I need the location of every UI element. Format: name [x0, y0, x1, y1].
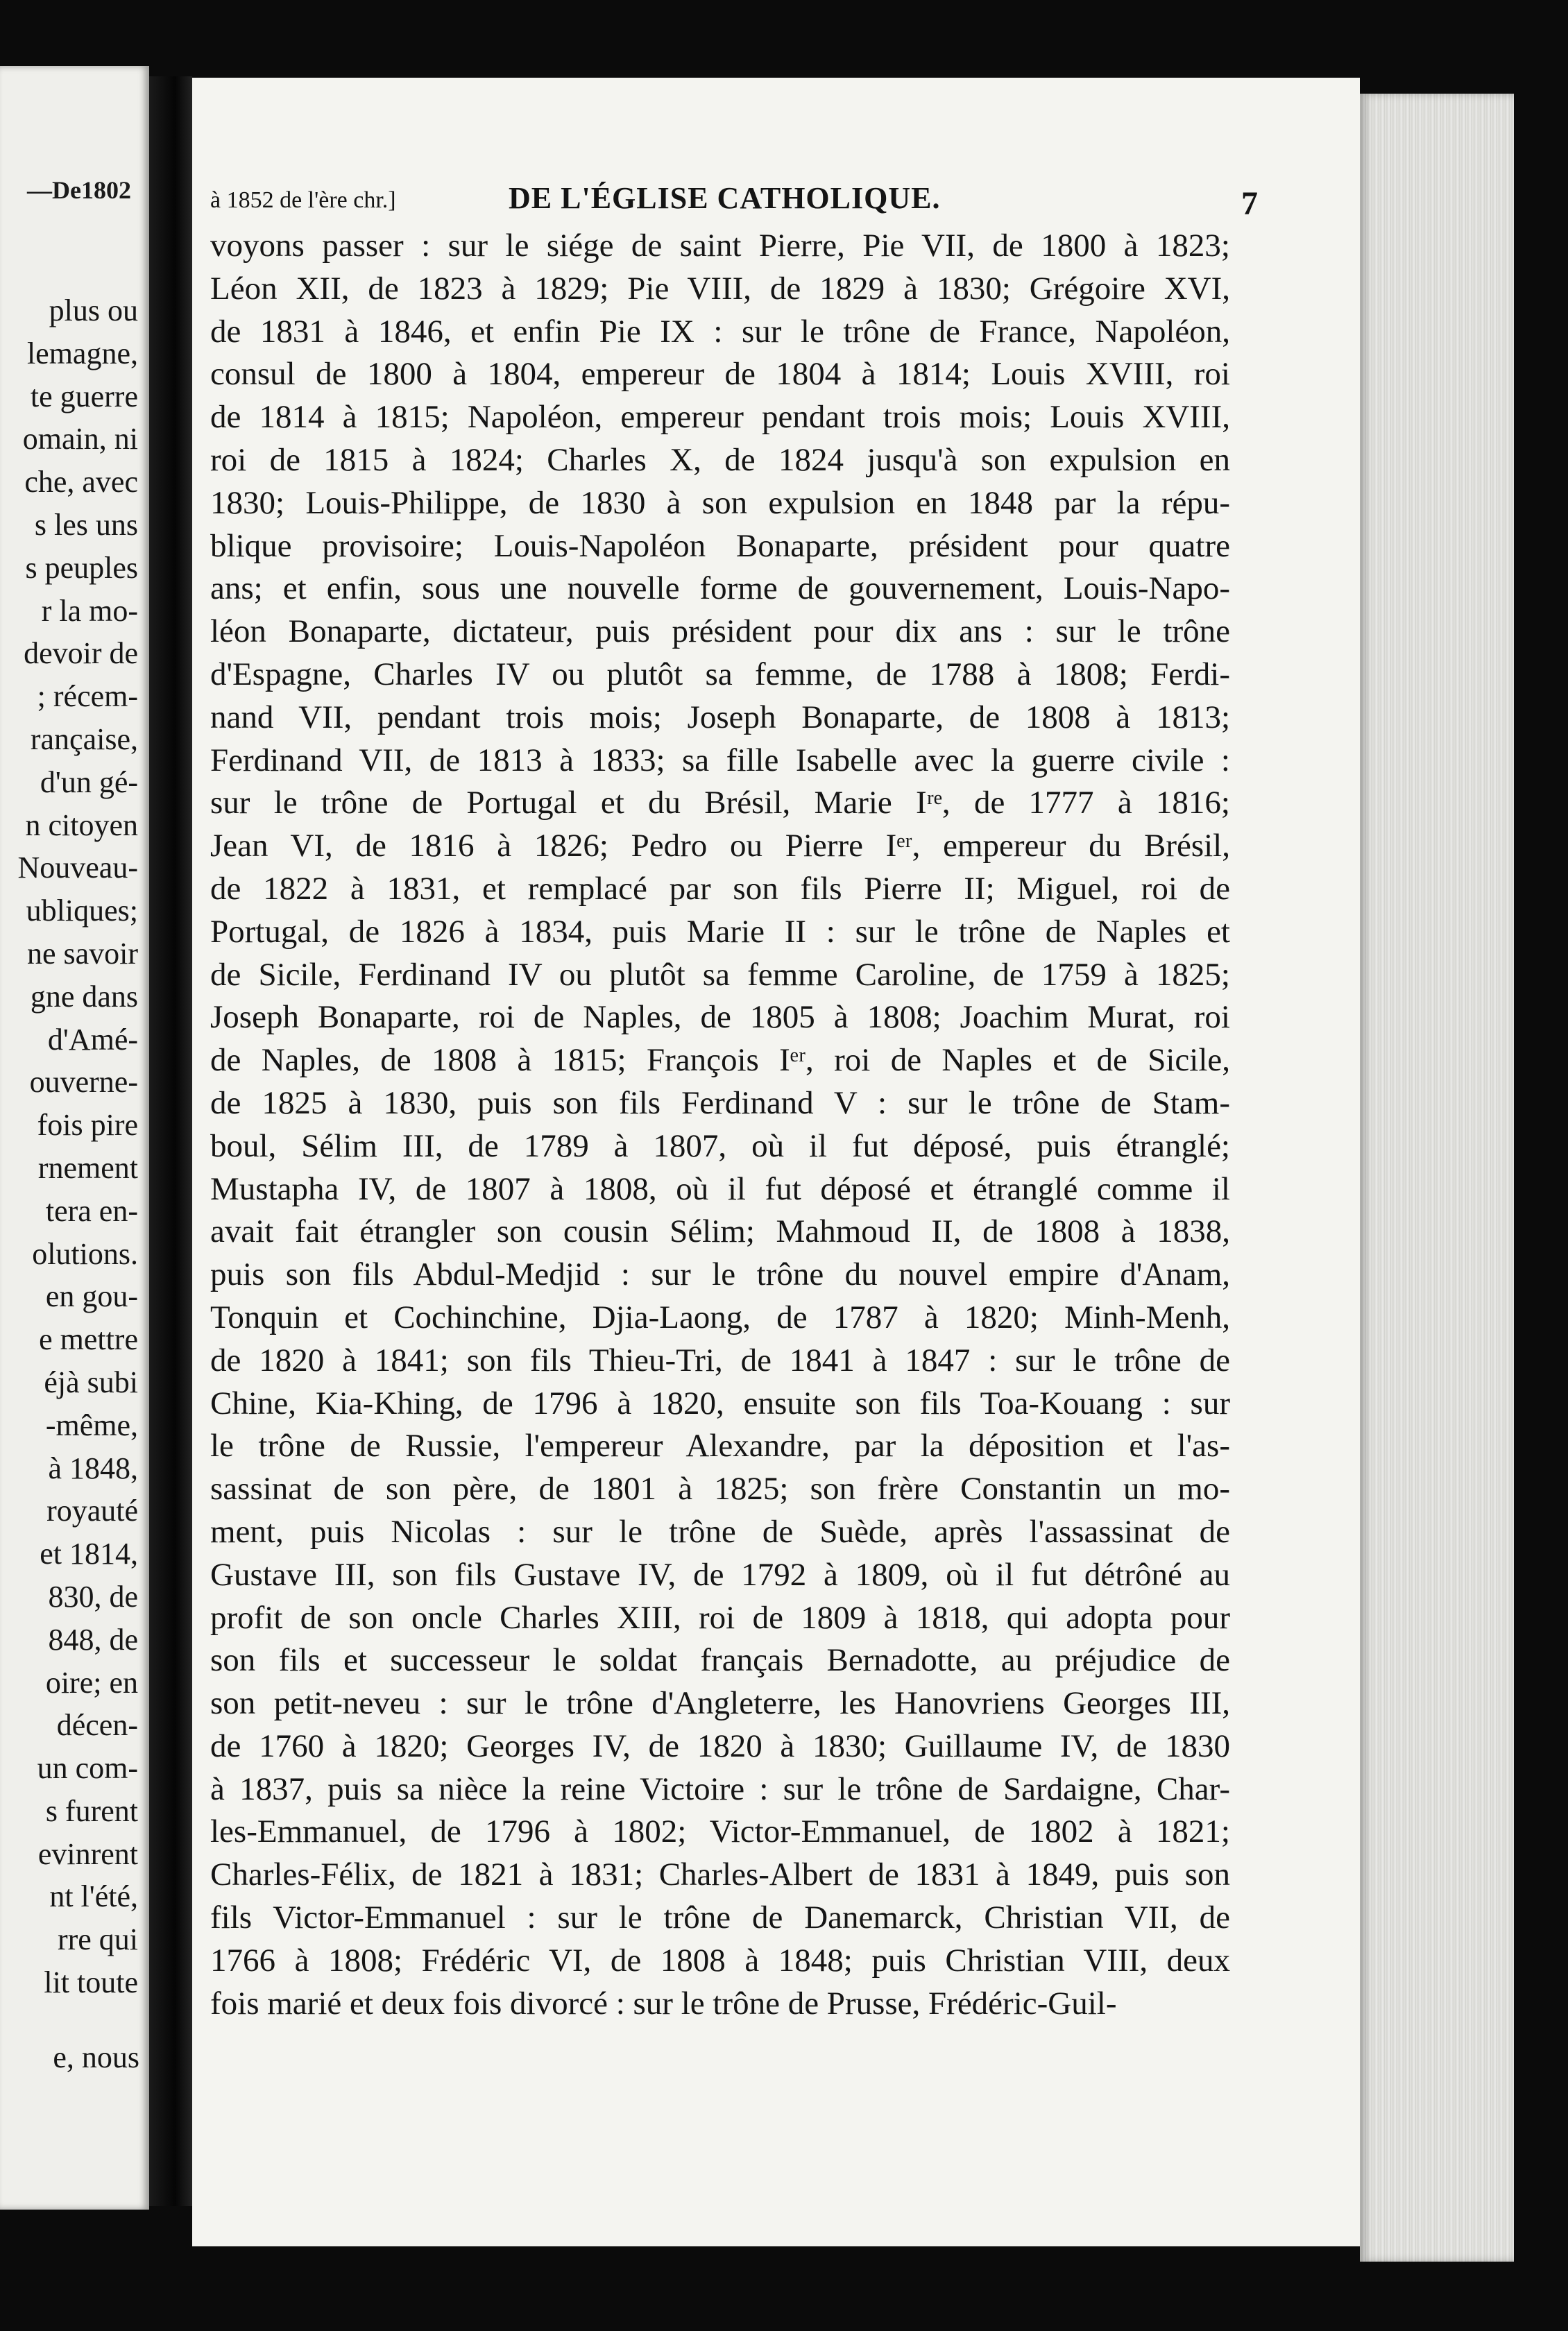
previous-page-line: rançaise,	[30, 722, 138, 756]
previous-page-line: che, avec	[24, 465, 138, 500]
text-line: à 1837, puis sa nièce la reine Victoire : sur le trône de Sardaigne, Char-	[210, 1770, 1230, 1807]
text-line: de Naples, de 1808 à 1815; François Iᵉʳ, roi de Naples et de Sicile,	[210, 1042, 1230, 1079]
previous-page-line: r la mo-	[41, 593, 138, 628]
book-page	[192, 78, 1360, 2246]
running-header	[210, 175, 1258, 223]
text-line: ment, puis Nicolas : sur le trône de Suède, après l'assassinat de	[210, 1513, 1230, 1550]
text-line: Léon XII, de 1823 à 1829; Pie VIII, de 1829 à 1830; Grégoire XVI,	[210, 270, 1230, 307]
text-line: Gustave III, son fils Gustave IV, de 1792 à 1809, où il fut détrôné au	[210, 1556, 1230, 1593]
text-line: 1830; Louis-Philippe, de 1830 à son expulsion en 1848 par la répu-	[210, 484, 1230, 521]
text-line: Chine, Kia-Khing, de 1796 à 1820, ensuite son fils Toa-Kouang : sur	[210, 1385, 1230, 1421]
text-line: de 1831 à 1846, et enfin Pie IX : sur le trône de France, Napoléon,	[210, 313, 1230, 350]
previous-page-line: royauté	[46, 1494, 138, 1528]
previous-page-line: à 1848,	[48, 1451, 138, 1485]
text-line: de 1825 à 1830, puis son fils Ferdinand V : sur le trône de Stam-	[210, 1084, 1230, 1121]
book-gutter	[149, 76, 192, 2206]
text-line: le trône de Russie, l'empereur Alexandre, par la déposition et l'as-	[210, 1428, 1230, 1465]
text-line: fils Victor-Emmanuel : sur le trône de Danemarck, Christian VII, de	[210, 1899, 1230, 1936]
text-line: avait fait étrangler son cousin Sélim; Mahmoud II, de 1808 à 1838,	[210, 1213, 1230, 1250]
text-line: ans; et enfin, sous une nouvelle forme de gouvernement, Louis-Napo-	[210, 570, 1230, 607]
text-line: Mustapha IV, de 1807 à 1808, où il fut déposé et étranglé comme il	[210, 1170, 1230, 1207]
text-line: Charles-Félix, de 1821 à 1831; Charles-Albert de 1831 à 1849, puis son	[210, 1856, 1230, 1893]
previous-page-line: te guerre	[30, 379, 138, 413]
previous-page-line: lemagne,	[26, 336, 138, 370]
previous-page-line: décen-	[56, 1708, 138, 1743]
previous-page-header: —De1802	[27, 176, 131, 204]
body-text	[210, 225, 1230, 2025]
previous-page-line: tera en-	[45, 1193, 138, 1228]
text-line: puis son fils Abdul-Medjid : sur le trône du nouvel empire d'Anam,	[210, 1256, 1230, 1293]
previous-page-line: s furent	[45, 1793, 138, 1828]
previous-page-text	[18, 289, 139, 2004]
previous-page-line: e mettre	[39, 1322, 138, 1357]
previous-page-line: 848, de	[48, 1622, 138, 1657]
previous-page-line: olutions.	[32, 1236, 138, 1271]
text-line: nand VII, pendant trois mois; Joseph Bonaparte, de 1808 à 1813;	[210, 699, 1230, 735]
previous-page-line: oire; en	[45, 1665, 138, 1700]
text-line: consul de 1800 à 1804, empereur de 1804 à 1814; Louis XVIII, roi	[210, 356, 1230, 393]
text-line: de Sicile, Ferdinand IV ou plutôt sa femme Caroline, de 1759 à 1825;	[210, 956, 1230, 993]
text-line: blique provisoire; Louis-Napoléon Bonaparte, président pour quatre	[210, 527, 1230, 564]
text-line: les-Emmanuel, de 1796 à 1802; Victor-Emmanuel, de 1802 à 1821;	[210, 1813, 1230, 1850]
running-date: à 1852 de l'ère chr.]	[210, 187, 396, 213]
text-line: son petit-neveu : sur le trône d'Angleterre, les Hanovriens Georges III,	[210, 1685, 1230, 1722]
text-line: roi de 1815 à 1824; Charles X, de 1824 jusqu'à son expulsion en	[210, 441, 1230, 478]
text-line: voyons passer : sur le siége de saint Pierre, Pie VII, de 1800 à 1823;	[210, 228, 1230, 264]
previous-page-line: 830, de	[48, 1579, 138, 1614]
previous-page-line: nt l'été,	[49, 1879, 138, 1914]
text-line: de 1814 à 1815; Napoléon, empereur pendant trois mois; Louis XVIII,	[210, 399, 1230, 436]
text-line: Joseph Bonaparte, roi de Naples, de 1805 à 1808; Joachim Murat, roi	[210, 999, 1230, 1036]
previous-page-line: éjà subi	[44, 1365, 138, 1399]
text-line: léon Bonaparte, dictateur, puis président pour dix ans : sur le trône	[210, 613, 1230, 650]
previous-page-fragment	[0, 66, 149, 2210]
text-line: son fils et successeur le soldat français Bernadotte, au préjudice de	[210, 1642, 1230, 1679]
text-line: de 1820 à 1841; son fils Thieu-Tri, de 1841 à 1847 : sur le trône de	[210, 1342, 1230, 1378]
previous-page-line: s les uns	[34, 507, 138, 542]
text-line: Tonquin et Cochinchine, Djia-Laong, de 1787 à 1820; Minh-Menh,	[210, 1299, 1230, 1335]
text-line: profit de son oncle Charles XIII, roi de 1809 à 1818, qui adopta pour	[210, 1599, 1230, 1636]
previous-page-line: ouverne-	[29, 1065, 138, 1100]
text-line: Jean VI, de 1816 à 1826; Pedro ou Pierre Iᵉʳ, empereur du Brésil,	[210, 828, 1230, 864]
page-number: 7	[1241, 185, 1258, 222]
previous-page-line: lit toute	[44, 1965, 138, 2000]
previous-page-line: un com-	[37, 1751, 138, 1786]
previous-page-line: ; récem-	[37, 679, 138, 714]
previous-page-line: s peuples	[25, 550, 138, 585]
previous-page-line: -même,	[45, 1408, 138, 1442]
previous-page-line: ubliques;	[26, 894, 138, 928]
previous-page-last-line: e, nous	[53, 2040, 139, 2074]
text-line: de 1822 à 1831, et remplacé par son fils Pierre II; Miguel, roi de	[210, 870, 1230, 907]
previous-page-line: ne savoir	[26, 936, 138, 971]
running-title: DE L'ÉGLISE CATHOLIQUE.	[509, 181, 941, 215]
previous-page-line: Nouveau-	[17, 851, 138, 885]
text-line: Portugal, de 1826 à 1834, puis Marie II : sur le trône de Naples et	[210, 913, 1230, 950]
previous-page-line: n citoyen	[25, 808, 138, 842]
previous-page-line: plus ou	[49, 293, 138, 327]
previous-page-line: evinrent	[37, 1836, 138, 1871]
text-line: Ferdinand VII, de 1813 à 1833; sa fille Isabelle avec la guerre civile :	[210, 742, 1230, 778]
previous-page-line: et 1814,	[40, 1537, 138, 1571]
text-line: boul, Sélim III, de 1789 à 1807, où il fut déposé, puis étranglé;	[210, 1127, 1230, 1164]
text-line: de 1760 à 1820; Georges IV, de 1820 à 1830; Guillaume IV, de 1830	[210, 1727, 1230, 1764]
previous-page-line: d'Amé-	[47, 1022, 138, 1057]
previous-page-line: omain, ni	[22, 422, 138, 456]
previous-page-line: rnement	[37, 1150, 138, 1185]
previous-page-line: devoir de	[24, 636, 138, 671]
previous-page-line: rre qui	[57, 1922, 138, 1957]
previous-page-line: d'un gé-	[40, 765, 138, 799]
page-edges	[1360, 94, 1514, 2262]
previous-page-line: gne dans	[30, 979, 138, 1014]
text-line: fois marié et deux fois divorcé : sur le trône de Prusse, Frédéric-Guil-	[210, 1985, 1117, 2022]
text-line: d'Espagne, Charles IV ou plutôt sa femme, de 1788 à 1808; Ferdi-	[210, 656, 1230, 692]
previous-page-line: fois pire	[37, 1108, 138, 1143]
previous-page-line: en gou-	[45, 1279, 138, 1314]
text-line: sur le trône de Portugal et du Brésil, Marie Iʳᵉ, de 1777 à 1816;	[210, 785, 1230, 821]
text-line: sassinat de son père, de 1801 à 1825; son frère Constantin un mo-	[210, 1471, 1230, 1508]
text-line: 1766 à 1808; Frédéric VI, de 1808 à 1848; puis Christian VIII, deux	[210, 1942, 1230, 1979]
